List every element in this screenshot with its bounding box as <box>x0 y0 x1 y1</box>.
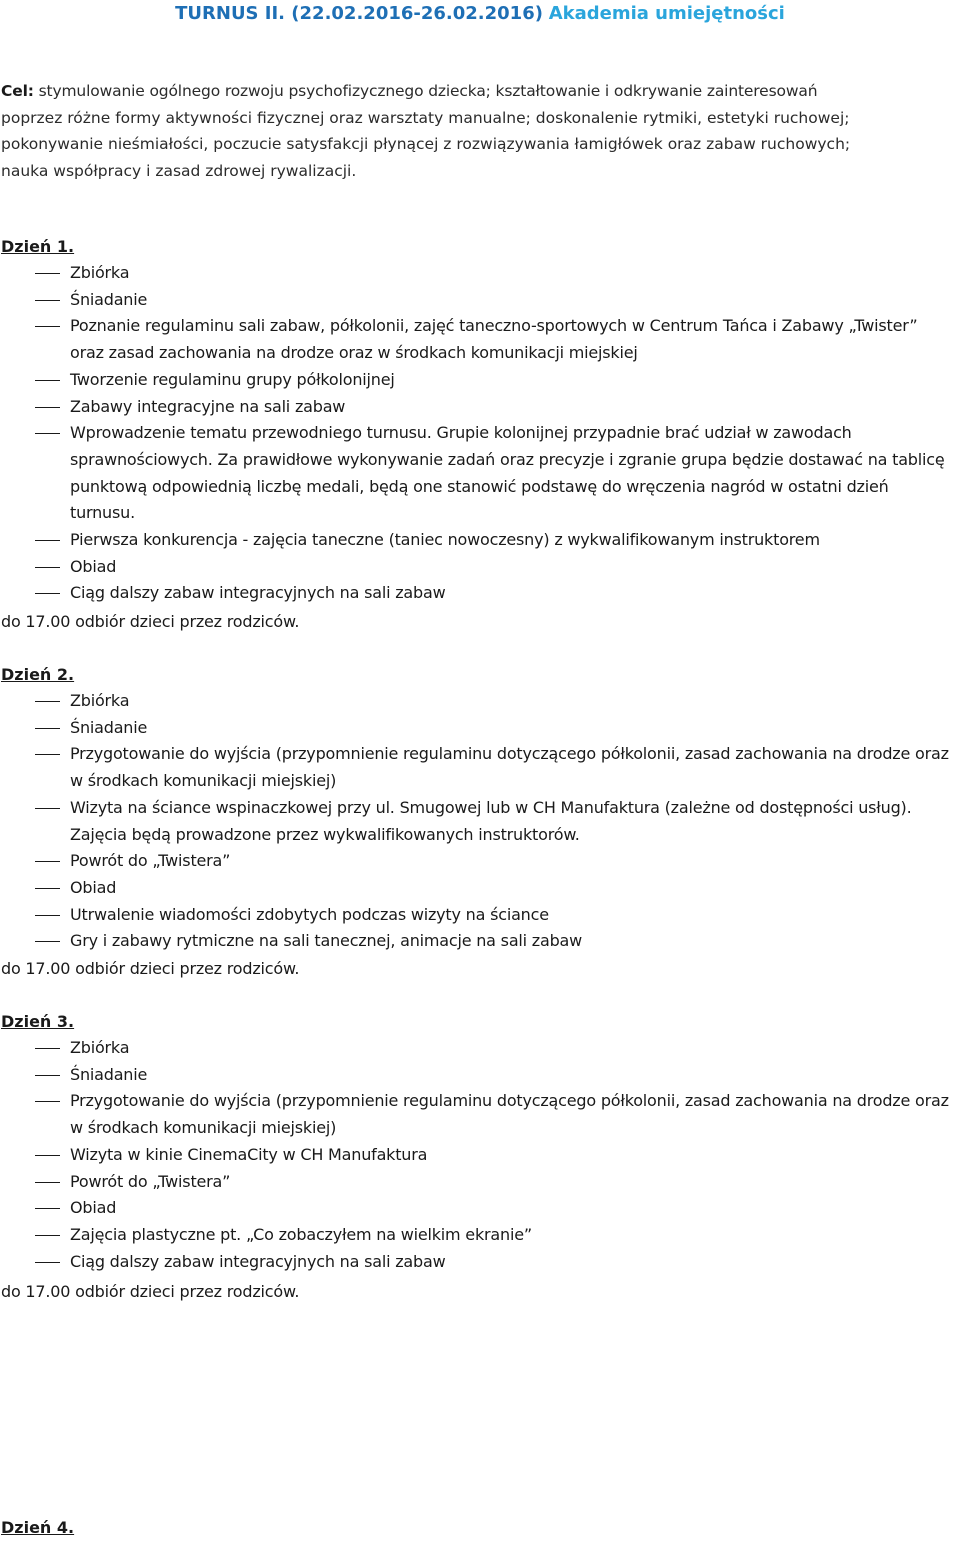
list-item: Zbiórka <box>0 260 960 287</box>
dash-bullet <box>35 941 60 942</box>
list-item: Ciąg dalszy zabaw integracyjnych na sali zabaw <box>0 1249 960 1276</box>
list-item: Powrót do „Twistera” <box>0 848 960 875</box>
goal-paragraph <box>1 78 959 185</box>
day-1-pickup: do 17.00 odbiór dzieci przez rodziców. <box>1 612 300 631</box>
dash-bullet <box>35 888 60 889</box>
day-3-pickup: do 17.00 odbiór dzieci przez rodziców. <box>1 1282 300 1301</box>
dash-bullet <box>35 300 60 301</box>
list-item: Zabawy integracyjne na sali zabaw <box>0 394 960 421</box>
list-item: Obiad <box>0 1195 960 1222</box>
dash-bullet <box>35 433 60 434</box>
dash-bullet <box>35 593 60 594</box>
goal-line: poprzez różne formy aktywności fizycznej oraz warsztaty manualne; doskonalenie rytmiki, estetyki ruchowej; <box>1 108 850 127</box>
list-item: Zbiórka <box>0 688 960 715</box>
day-2-heading: Dzień 2. <box>1 665 75 684</box>
list-item: Zajęcia plastyczne pt. „Co zobaczyłem na wielkim ekranie” <box>0 1222 960 1249</box>
dash-bullet <box>35 540 60 541</box>
list-item: Gry i zabawy rytmiczne na sali tanecznej, animacje na sali zabaw <box>0 928 960 955</box>
list-item: Obiad <box>0 554 960 581</box>
list-item: Wizyta w kinie CinemaCity w CH Manufaktura <box>0 1142 960 1169</box>
dash-bullet <box>35 728 60 729</box>
dash-bullet <box>35 915 60 916</box>
day-3-list <box>0 1035 960 1275</box>
list-item: Wizyta na ściance wspinaczkowej przy ul. Smugowej lub w CH Manufaktura (zależne od dostępności usług). Zajęcia będą prowadzone przez wykwalifikowanych instruktorów. <box>0 795 960 848</box>
dash-bullet <box>35 1101 60 1102</box>
dash-bullet <box>35 1048 60 1049</box>
list-item: Poznanie regulaminu sali zabaw, półkolonii, zajęć taneczno-sportowych w Centrum Tańca i Zabawy „Twister” oraz zasad zachowania na drodze oraz w środkach komunikacji miejskiej <box>0 313 960 366</box>
day-1-heading: Dzień 1. <box>1 237 75 256</box>
list-item: Śniadanie <box>0 1062 960 1089</box>
goal-line: nauka współpracy i zasad zdrowej rywalizacji. <box>1 162 357 181</box>
dash-bullet <box>35 754 60 755</box>
list-item: Zbiórka <box>0 1035 960 1062</box>
dash-bullet <box>35 1235 60 1236</box>
day-1-list <box>0 260 960 607</box>
list-item: Śniadanie <box>0 287 960 314</box>
goal-line: Cel: stymulowanie ogólnego rozwoju psychofizycznego dziecka; kształtowanie i odkrywanie zainteresowań <box>1 82 818 100</box>
dash-bullet <box>35 701 60 702</box>
goal-label: Cel: <box>1 82 34 100</box>
dash-bullet <box>35 273 60 274</box>
list-item: Pierwsza konkurencja - zajęcia taneczne (taniec nowoczesny) z wykwalifikowanym instruktorem <box>0 527 960 554</box>
goal-line: pokonywanie nieśmiałości, poczucie satysfakcji płynącej z rozwiązywania łamigłówek oraz zabaw ruchowych; <box>1 135 851 154</box>
dash-bullet <box>35 1182 60 1183</box>
day-2-list <box>0 688 960 955</box>
list-item: Śniadanie <box>0 715 960 742</box>
list-item: Ciąg dalszy zabaw integracyjnych na sali zabaw <box>0 580 960 607</box>
document-title <box>0 2 960 26</box>
dash-bullet <box>35 407 60 408</box>
list-item: Wprowadzenie tematu przewodniego turnusu. Grupie kolonijnej przypadnie brać udział w zawodach sprawnościowych. Za prawidłowe wykonywanie zadań oraz precyzje i zgranie grupa będzie dostawać na tablicę punktową odpowiednią liczbę medali, będą one stanowić podstawę do wręczenia nagród w ostatni dzień turnusu. <box>0 420 960 527</box>
dash-bullet <box>35 861 60 862</box>
dash-bullet <box>35 326 60 327</box>
list-item: Utrwalenie wiadomości zdobytych podczas wizyty na ściance <box>0 902 960 929</box>
dash-bullet <box>35 808 60 809</box>
dash-bullet <box>35 567 60 568</box>
dash-bullet <box>35 380 60 381</box>
dash-bullet <box>35 1075 60 1076</box>
turnus-theme: Akademia umiejętności <box>548 3 785 24</box>
list-item: Przygotowanie do wyjścia (przypomnienie regulaminu dotyczącego półkolonii, zasad zachowania na drodze oraz w środkach komunikacji miejskiej) <box>0 741 960 794</box>
turnus-title: TURNUS II. (22.02.2016-26.02.2016) <box>175 3 543 24</box>
list-item: Obiad <box>0 875 960 902</box>
list-item: Przygotowanie do wyjścia (przypomnienie regulaminu dotyczącego półkolonii, zasad zachowania na drodze oraz w środkach komunikacji miejskiej) <box>0 1088 960 1141</box>
day-2-pickup: do 17.00 odbiór dzieci przez rodziców. <box>1 959 300 978</box>
list-item: Tworzenie regulaminu grupy półkolonijnej <box>0 367 960 394</box>
day-4-heading: Dzień 4. <box>1 1518 75 1537</box>
dash-bullet <box>35 1262 60 1263</box>
day-3-heading: Dzień 3. <box>1 1012 75 1031</box>
dash-bullet <box>35 1208 60 1209</box>
list-item: Powrót do „Twistera” <box>0 1169 960 1196</box>
dash-bullet <box>35 1155 60 1156</box>
